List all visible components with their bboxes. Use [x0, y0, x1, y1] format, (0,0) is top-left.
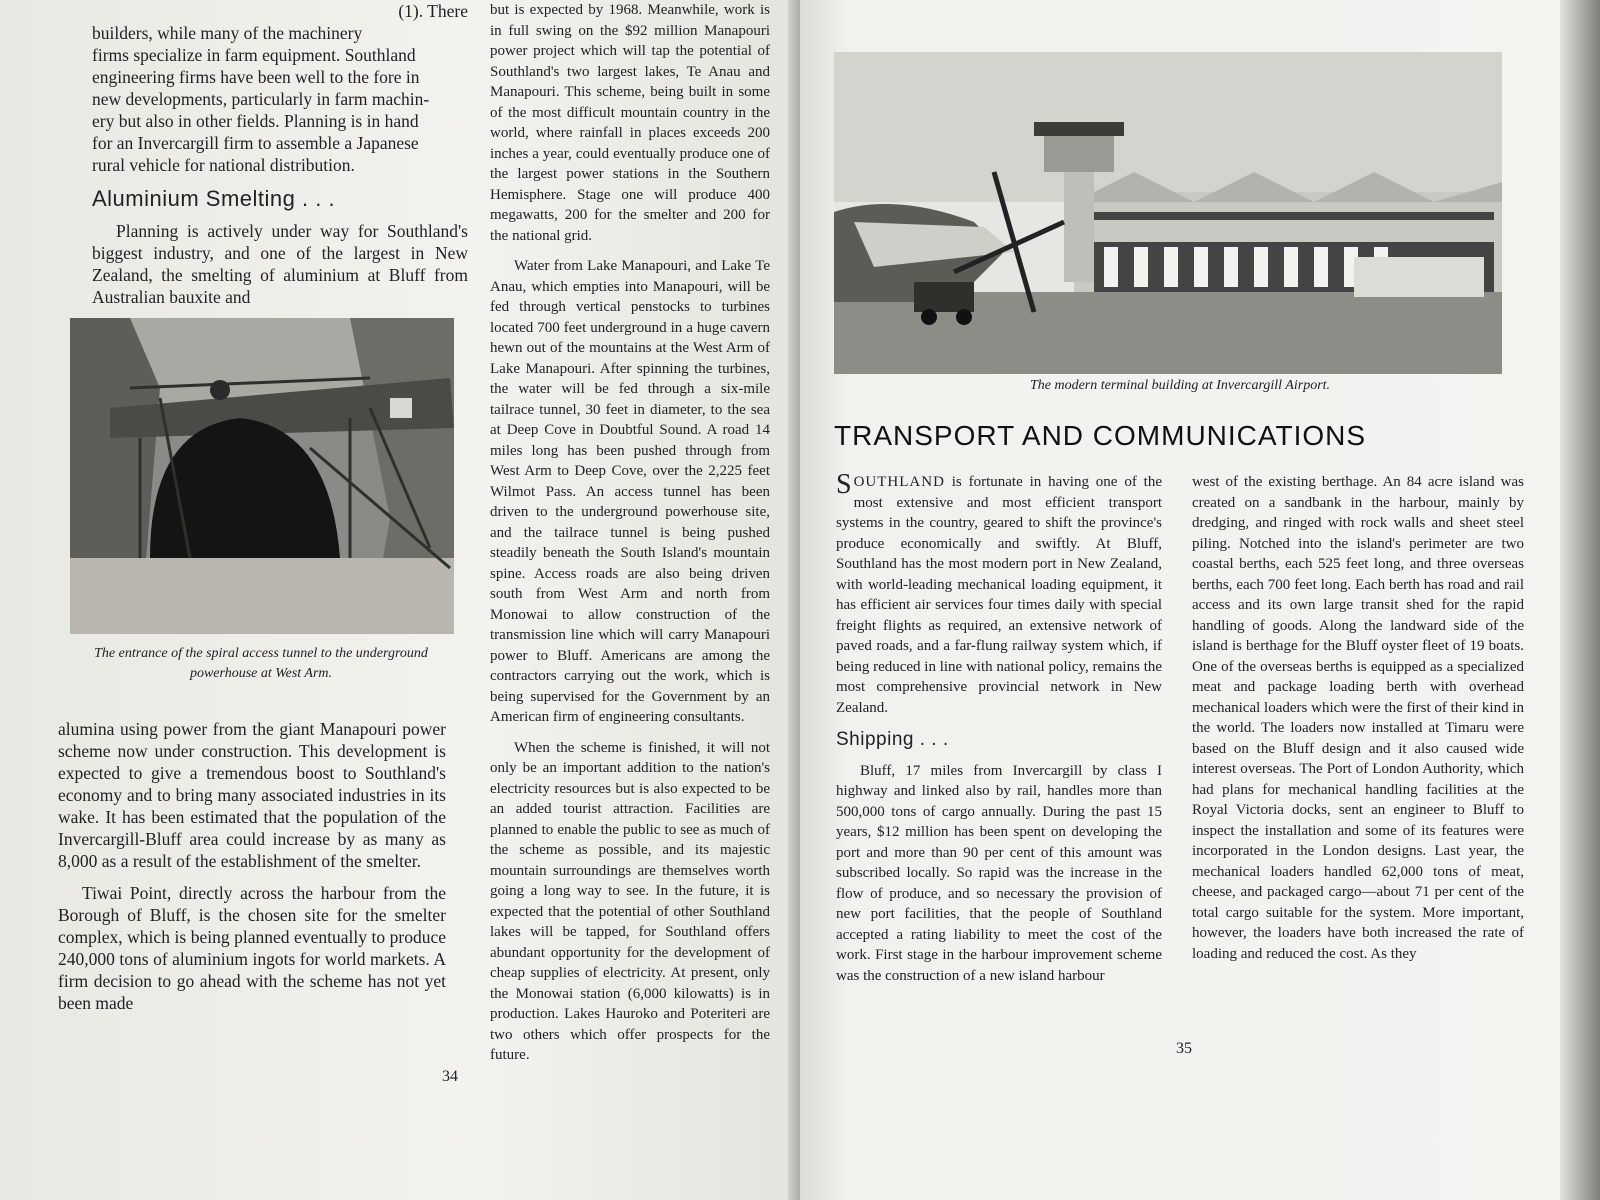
- left-column-2: [490, 0, 770, 1076]
- book-right-edge: [1560, 0, 1600, 1200]
- tunnel-photo-caption: The entrance of the spiral access tunnel to the underground powerhouse at West Arm.: [94, 646, 428, 681]
- page-number-34: 34: [442, 1068, 458, 1085]
- drop-cap: S: [836, 469, 852, 500]
- airport-terminal-photo: [834, 52, 1502, 374]
- left-column-1: [92, 0, 468, 318]
- alumina-paragraph: alumina using power from the giant Manapouri power scheme now under construction. This development is expected to give a tremendous boost to Southland's economy and to bring many associated industries in its wake. It has been estimated that the population of the Invercargill-Bluff area could increase by as many as 8,000 as a result of the establishment of the smelter.: [58, 719, 446, 871]
- shipping-paragraph: Bluff, 17 miles from Invercargill by class I highway and linked also by rail, handles more than 500,000 tons of cargo annually. During the past 15 years, $12 million has been spent on developing the port and more than 90 per cent of this amount was subscribed locally. So rapid was the increase in the flow of produce, and so necessary the provision of new port facilities, that the people of Southland accepted a rating liability to meet the cost of the work. First stage in the harbour improvement scheme was the construction of a new island harbour: [836, 762, 1162, 984]
- intro-line: ery but also in other fields. Planning is in hand: [92, 111, 419, 131]
- intro-paragraph: [92, 0, 468, 176]
- intro-text: is fortunate in having one of the most extensive and most efficient transport systems in the country, geared to shift the province's produce economically and swiftly. At Bluff, Southland has the most modern port in New Zealand, with world-leading mechanical loading equipment, it has efficient air services four times daily with special freight flights as required, an extensive network of paved roads, and a far-flung railway system which, if being reduced in line with national policy, remains the most comprehensive provincial network in New Zealand.: [836, 474, 1163, 716]
- page-number-35: 35: [1176, 1040, 1192, 1057]
- subhead-shipping: Shipping . . .: [836, 729, 949, 750]
- intro-line: rural vehicle for national distribution.: [92, 155, 355, 175]
- right-column-1: [836, 469, 1163, 996]
- intro-line: builders, while many of the machinery: [92, 23, 363, 43]
- manapouri-paragraph: but is expected by 1968. Meanwhile, work is in full swing on the $92 million Manapouri power project which will tap the potential of Southland's two largest lakes, Te Anau and Manapouri. This scheme, being built in some of the most difficult mountain country in the world, where rainfall in places exceeds 200 inches a year, could eventually produce one of the largest power stations in the Southern Hemisphere. Stage one will produce 400 megawatts, 200 for the smelter and 200 for the national grid.: [490, 2, 770, 244]
- intro-line: engineering firms have been well to the fore in: [92, 67, 420, 87]
- transport-intro-paragraph: [836, 469, 1163, 718]
- water-paragraph: Water from Lake Manapouri, and Lake Te Anau, which empties into Manapouri, will be fed through vertical penstocks to turbines located 700 feet underground in a huge cavern hewn out of the mountains at the West Arm of Lake Manapouri. After spinning the turbines, the water will be fed through a six-mile tailrace tunnel, 30 feet in diameter, to the sea at Deep Cove in Doubtful Sound. A road 14 miles long has been pushed through from West Arm to Deep Cove, over the 2,225 feet Wilmot Pass. An access tunnel has been driven to the underground powerhouse site, and the tailrace tunnel is being pushed steadily beneath the South Island's mountain spine. Access roads are also being driven south from West Arm and north from Monowai to allow construction of the transmission line which will carry Manapouri power to Bluff. Americans are among the contractors carrying out the work, which is being supervised for the Government by an American firm of engineering consultants.: [490, 258, 770, 725]
- right-column-2: [1192, 472, 1524, 974]
- intro-line: new developments, particularly in farm machin-: [92, 89, 430, 109]
- tunnel-photo: [70, 318, 454, 634]
- intro-line: firms specialize in farm equipment. Southland: [92, 45, 416, 65]
- page-35: [800, 0, 1600, 1200]
- left-column-1-lower: [58, 718, 446, 1024]
- intro-line: (1). There: [398, 1, 468, 21]
- smelting-paragraph: Planning is actively under way for Southland's biggest industry, and one of the largest in New Zealand, the smelting of aluminium at Bluff from Australian bauxite and: [92, 221, 468, 307]
- intro-smallcaps: OUTHLAND: [853, 474, 945, 490]
- section-heading-transport: TRANSPORT AND COMMUNICATIONS: [834, 420, 1367, 451]
- airport-photo-caption: The modern terminal building at Invercargill Airport.: [1029, 378, 1331, 393]
- intro-line: for an Invercargill firm to assemble a Japanese: [92, 133, 419, 153]
- island-harbour-paragraph: west of the existing berthage. An 84 acre island was created on a sandbank in the harbour, mainly by dredging, and ringed with rock walls and sheet steel piling. Notched into the island's perimeter are two coastal berths, each 525 feet long, and three overseas berths, each 700 feet long. Each berth has road and rail access and its own large transit shed for the rapid handling of goods. Along the landward side of the island is berthage for the Bluff oyster fleet of 19 boats. One of the overseas berths is equipped as a specialized meat and package loading berth with overhead mechanical loaders which were the first of their kind in the world. The loaders now installed at Timaru were based on the Bluff design and it also caused wide interest overseas. The Port of London Authority, which had plans for mechanical handling facilities at the Royal Victoria docks, sent an engineer to Bluff to inspect the installation and some of its features were incorporated in the London designs. Last year, the mechanical loaders handled 62,000 tons of meat, cheese, and packaged cargo—about 71 per cent of the total cargo suitable for the system. More important, however, the loaders have both increased the rate of loading and reduced the cost. As they: [1192, 474, 1524, 962]
- tiwai-paragraph: Tiwai Point, directly across the harbour from the Borough of Bluff, is the chosen site for the smelter complex, which is being planned eventually to produce 240,000 tons of aluminium ingots for world markets. A firm decision to go ahead with the scheme has not yet been made: [58, 883, 446, 1013]
- scheme-finished-paragraph: When the scheme is finished, it will not only be an important addition to the nation's electricity resources but is also expected to be an added tourist attraction. Facilities are planned to enable the public to see as much of the scheme as possible, and its majestic mountain surroundings are themselves worth going a long way to see. In the future, it is expected that the potential of other Southland lakes will be tapped, for Southland offers abundant opportunity for the development of cheap supplies of electricity. At present, only the Monowai station (6,000 kilowatts) is in production. Lakes Hauroko and Poteriteri are two others which offer prospects for the future.: [490, 739, 770, 1063]
- subhead-aluminium-smelting: Aluminium Smelting . . .: [92, 186, 336, 211]
